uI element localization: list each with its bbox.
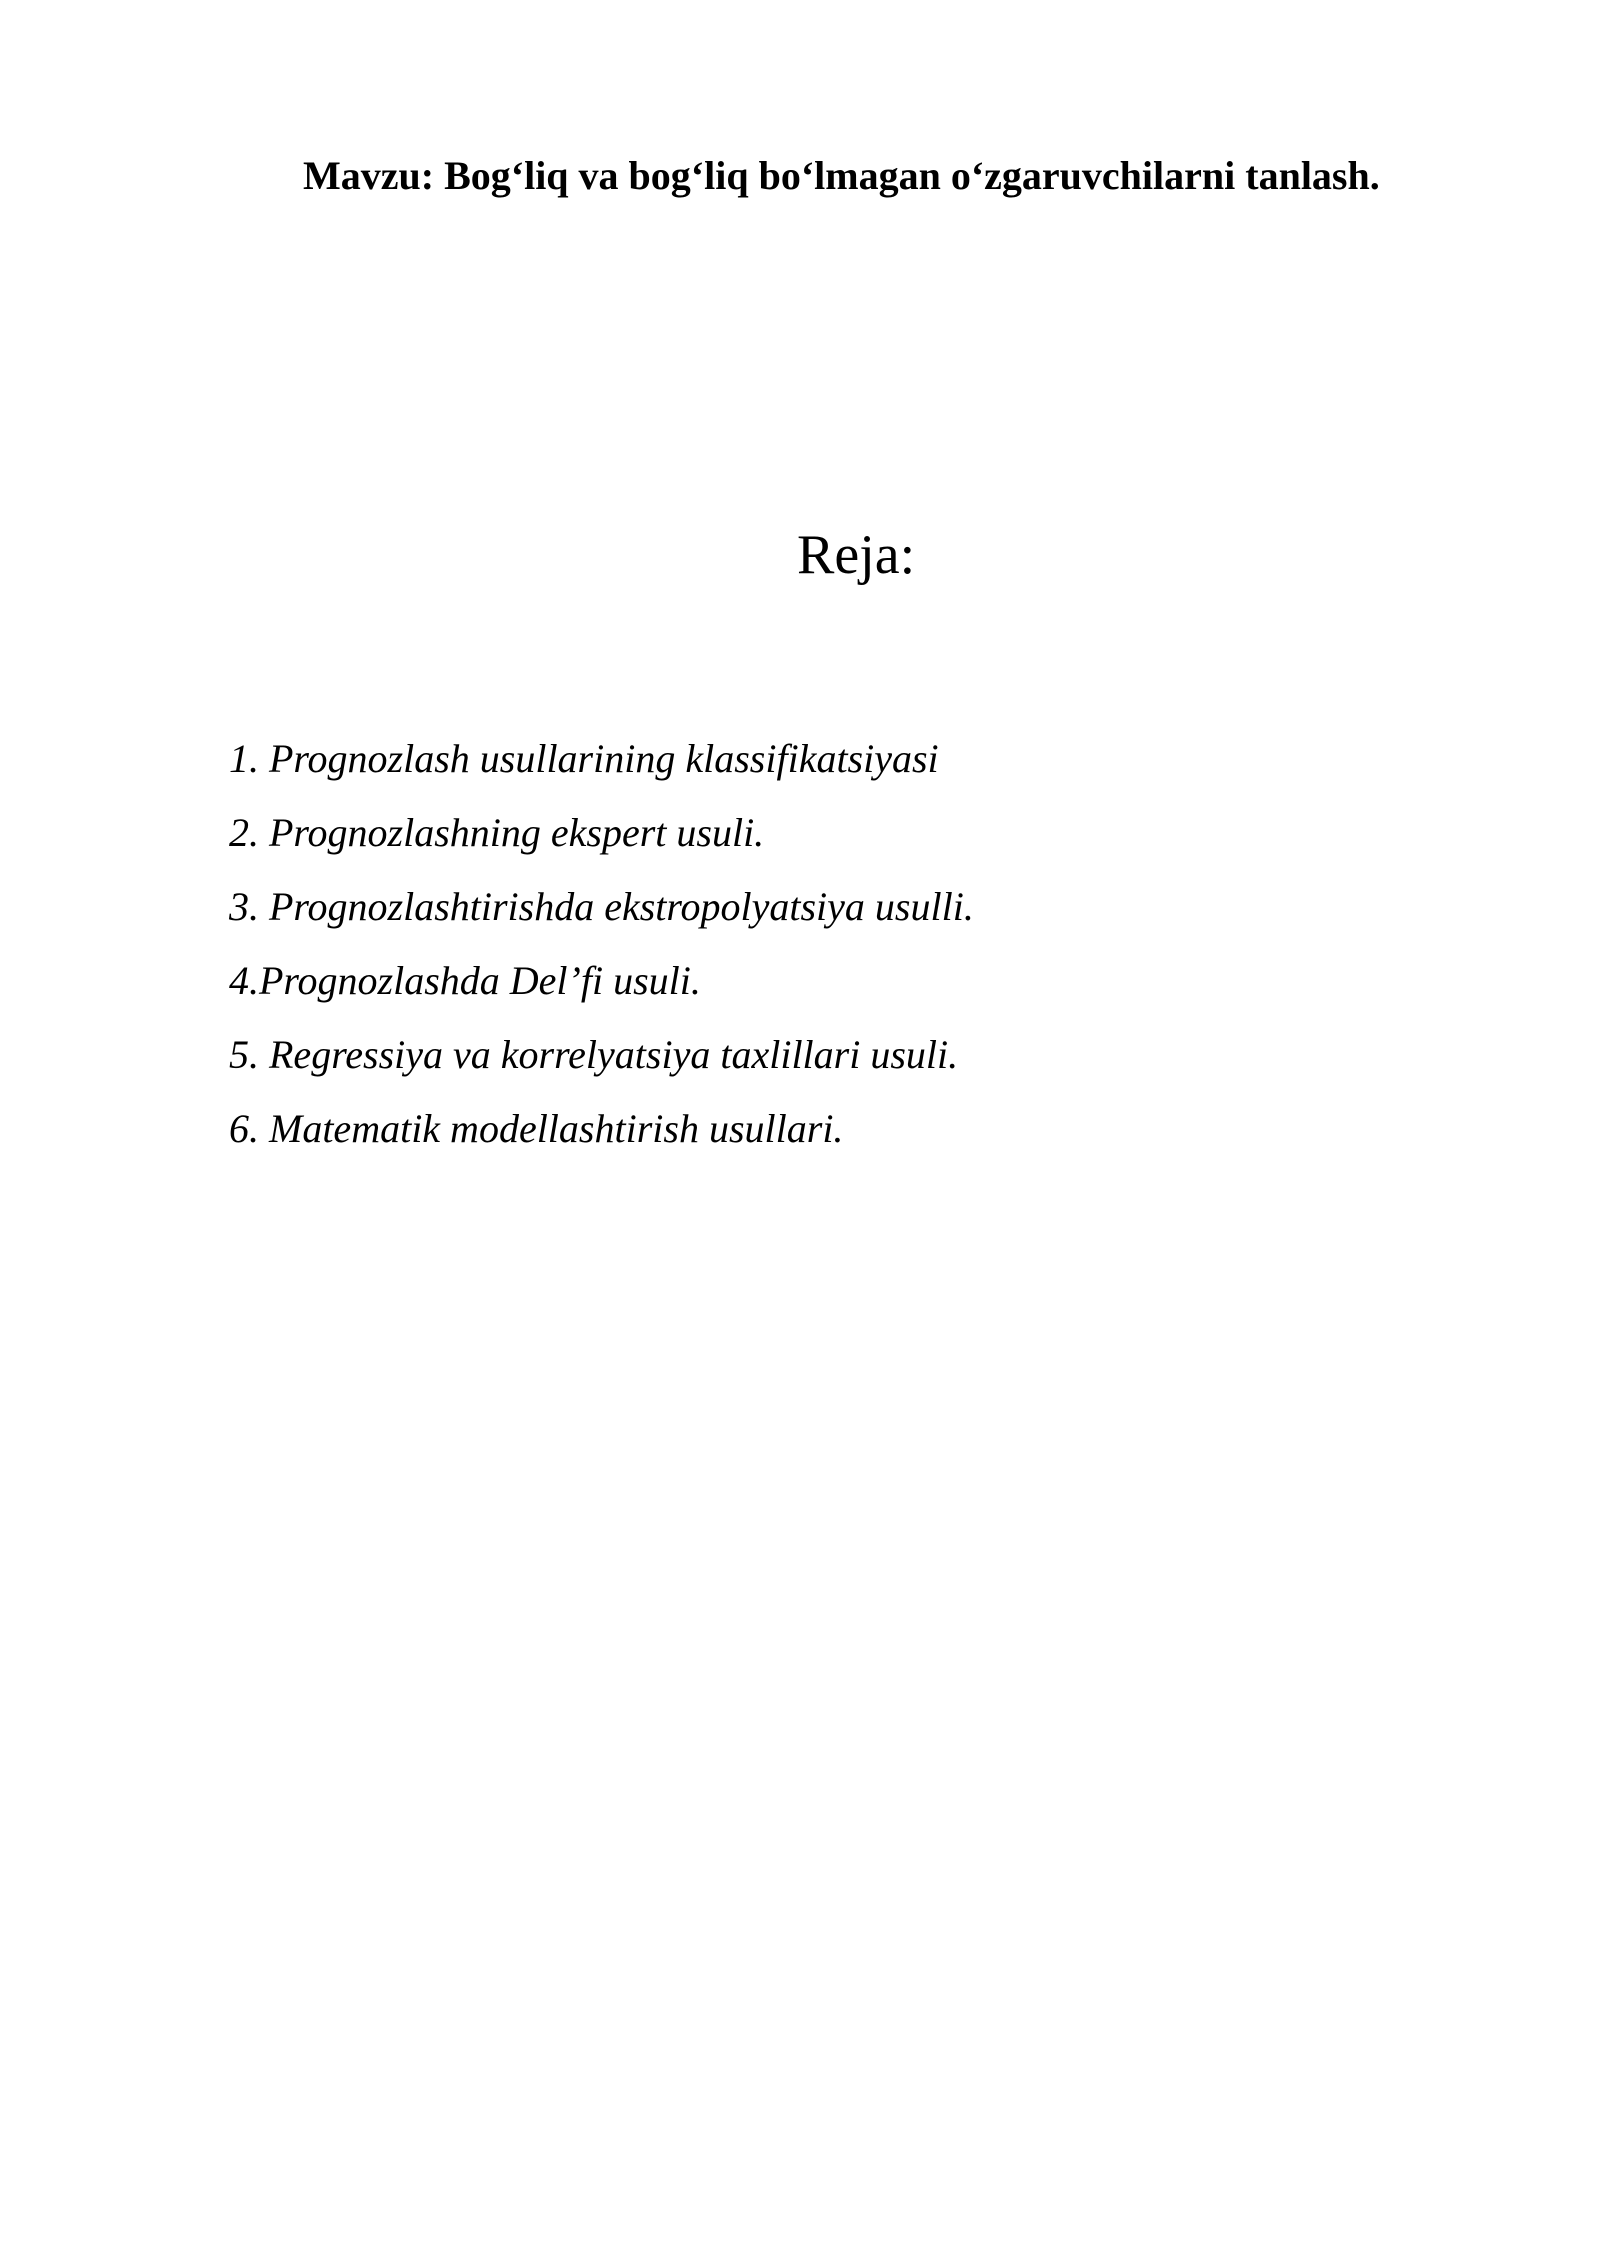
plan-list (229, 722, 974, 1166)
topic-title: Mavzu: Bog‘liq va bog‘liq bo‘lmagan o‘zgaruvchilarni tanlash. (303, 153, 1380, 198)
plan-item: 5. Regressiya va korrelyatsiya taxlillari usuli. (229, 1032, 959, 1077)
plan-item: 6. Matematik modellashtirish usullari. (229, 1106, 844, 1151)
plan-item: 3. Prognozlashtirishda ekstropolyatsiya usulli. (229, 884, 974, 929)
plan-item: 2. Prognozlashning ekspert usuli. (229, 810, 765, 855)
plan-item: 1. Prognozlash usullarining klassifikatsiyasi (229, 736, 939, 781)
plan-heading: Reja: (797, 524, 916, 586)
plan-item: 4.Prognozlashda Del’fi usuli. (229, 958, 701, 1003)
